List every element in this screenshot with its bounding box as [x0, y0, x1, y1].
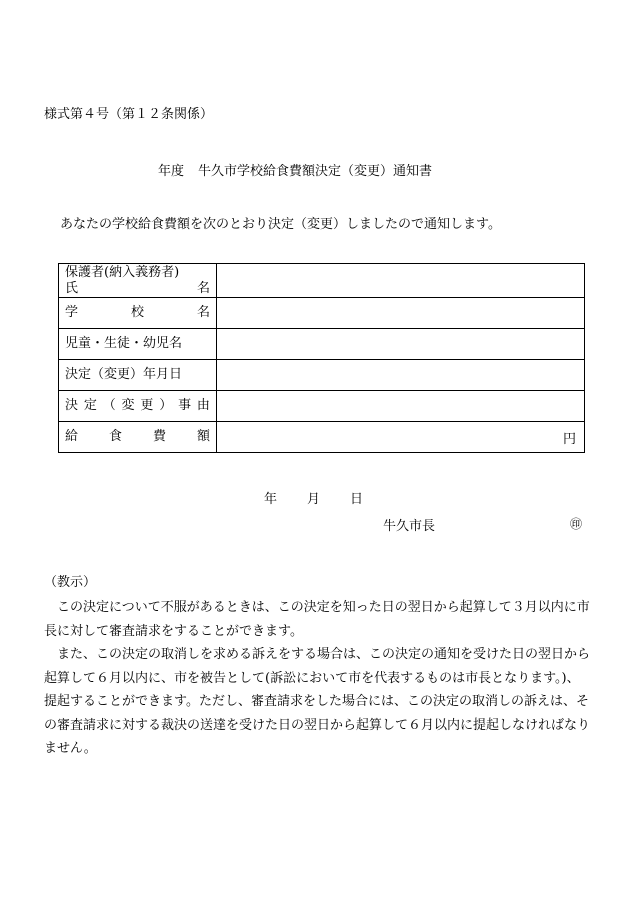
reason-value[interactable] — [217, 391, 585, 422]
date-year: 年 — [264, 492, 278, 507]
reason-label-char: 事 — [178, 398, 192, 413]
document-title — [158, 160, 432, 179]
reason-label — [59, 391, 217, 422]
notice-body — [44, 596, 592, 761]
seal-mark: ㊞ — [570, 517, 583, 531]
issue-date — [264, 488, 363, 507]
guardian-value[interactable] — [217, 264, 585, 298]
guardian-label-char: 名 — [196, 280, 210, 296]
notice-paragraph-2: また、この決定の取消しを求める訴えをする場合は、この決定の通知を受けた日の翌日から起算して６月以内に、市を被告として(訴訟において市を代表するものは市長となります。)、提起することができます。ただし、審査請求をした場合には、この決定の取消しの訴えは、その審査請求に対する裁決の送達を受けた日の翌日から起算して６月以内に提起しなければなりません。 — [44, 647, 591, 756]
decision-date-value[interactable] — [217, 360, 585, 391]
reason-label-char: 変 — [121, 398, 135, 413]
reason-label-char: 定 — [83, 398, 97, 413]
table-row-fee — [59, 422, 585, 453]
school-label-char: 学 — [65, 305, 79, 320]
school-label-char: 校 — [130, 305, 144, 320]
school-value[interactable] — [217, 298, 585, 329]
table-row-school — [59, 298, 585, 329]
notice-heading: （教示） — [44, 575, 97, 590]
date-day: 日 — [350, 492, 364, 507]
child-label: 児童・生徒・幼児名 — [59, 329, 217, 360]
reason-label-char: ） — [159, 398, 173, 413]
fee-label — [59, 422, 217, 453]
fee-label-char: 給 — [65, 429, 79, 444]
intro-text: あなたの学校給食費額を次のとおり決定（変更）しましたので通知します。 — [60, 217, 501, 232]
table-row-guardian — [59, 264, 585, 298]
notice-paragraph-1: この決定について不服があるときは、この決定を知った日の翌日から起算して３月以内に市長に対して審査請求をすることができます。 — [44, 600, 590, 639]
decision-date-label: 決定（変更）年月日 — [59, 360, 217, 391]
guardian-label-line2 — [65, 281, 210, 297]
table-row-reason — [59, 391, 585, 422]
school-label — [59, 298, 217, 329]
table-row-decision-date — [59, 360, 585, 391]
fee-label-char: 費 — [152, 429, 166, 444]
info-table — [58, 263, 585, 453]
title-main: 牛久市学校給食費額決定（変更）通知書 — [198, 164, 433, 179]
yen-unit: 円 — [562, 431, 576, 447]
fee-label-char: 食 — [108, 429, 122, 444]
reason-label-char: 更 — [140, 398, 154, 413]
reason-label-char: 由 — [196, 398, 210, 413]
guardian-label-char: 氏 — [65, 280, 79, 296]
date-month: 月 — [307, 492, 321, 507]
mayor-name: 牛久市長 — [383, 519, 436, 534]
reason-label-char: （ — [102, 398, 116, 413]
table-row-child — [59, 329, 585, 360]
title-year: 年度 — [158, 164, 185, 179]
guardian-label — [59, 264, 217, 298]
fee-label-char: 額 — [196, 429, 210, 444]
reason-label-char: 決 — [65, 398, 79, 413]
school-label-char: 名 — [196, 305, 210, 320]
child-value[interactable] — [217, 329, 585, 360]
guardian-label-line1: 保護者(納入義務者) — [65, 264, 180, 280]
form-number: 様式第４号（第１２条関係） — [44, 107, 214, 122]
fee-value[interactable] — [217, 422, 585, 453]
